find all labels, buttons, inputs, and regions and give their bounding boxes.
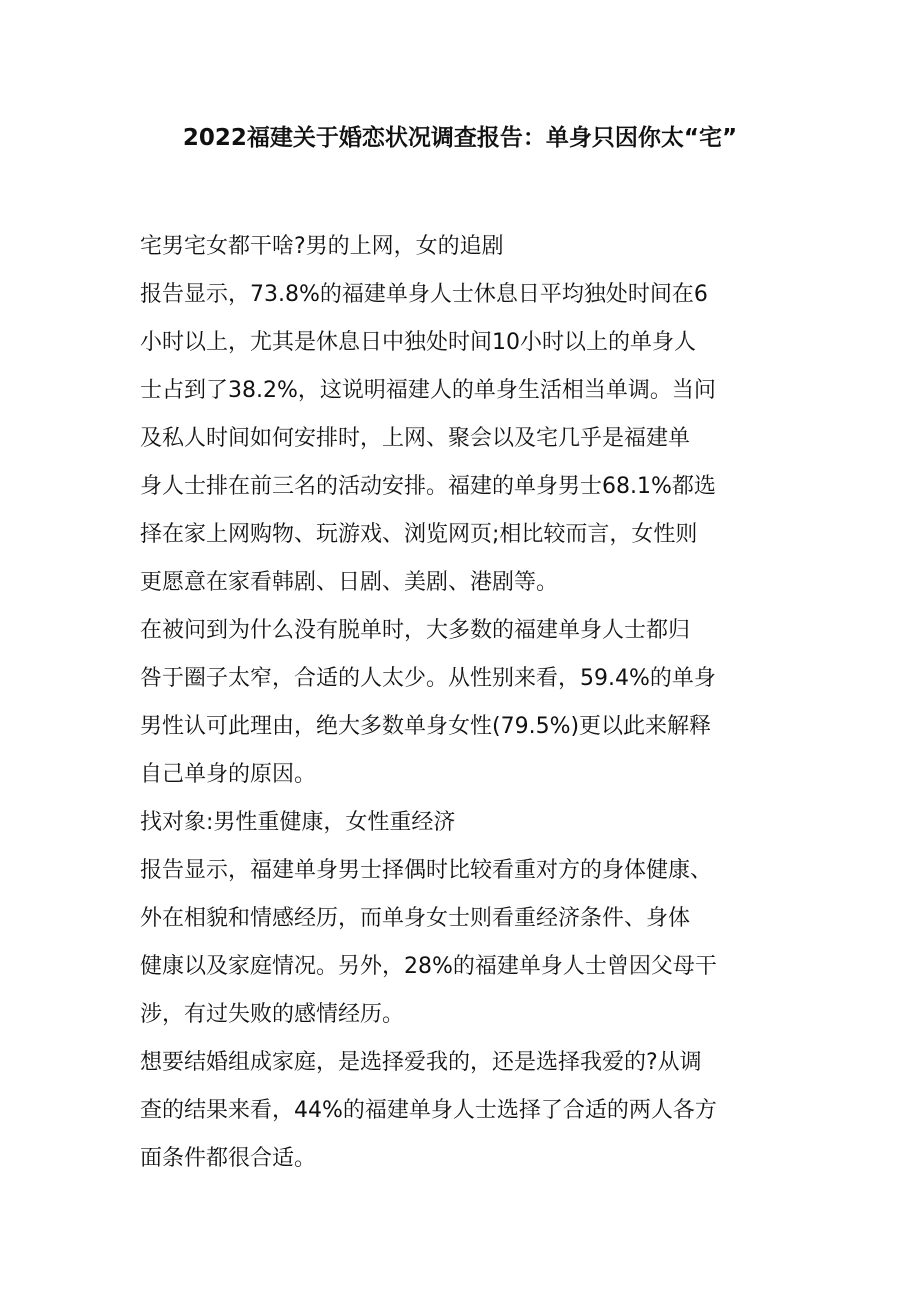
text-line: 小时以上，尤其是休息日中独处时间10小时以上的单身人 <box>140 330 696 355</box>
text-line: 咎于圈子太窄，合适的人太少。从性别来看，59.4%的单身 <box>140 666 716 691</box>
text-line: 报告显示，73.8%的福建单身人士休息日平均独处时间在6 <box>140 282 708 307</box>
document-title: 2022福建关于婚恋状况调查报告：单身只因你太“宅” <box>182 125 738 151</box>
text-line: 报告显示，福建单身男士择偶时比较看重对方的身体健康、 <box>140 858 713 883</box>
text-line: 宅男宅女都干啥?男的上网，女的追剧 <box>140 234 504 259</box>
document-body <box>140 223 780 1183</box>
text-line: 想要结婚组成家庭，是选择爱我的，还是选择我爱的?从调 <box>140 1050 702 1075</box>
text-line: 面条件都很合适。 <box>140 1146 317 1171</box>
text-line: 涉，有过失败的感情经历。 <box>140 1002 405 1027</box>
text-line: 在被问到为什么没有脱单时，大多数的福建单身人士都归 <box>140 618 691 643</box>
text-line: 查的结果来看，44%的福建单身人士选择了合适的两人各方 <box>140 1098 717 1123</box>
text-line: 更愿意在家看韩剧、日剧、美剧、港剧等。 <box>140 570 559 595</box>
text-line: 择在家上网购物、玩游戏、浏览网页;相比较而言，女性则 <box>140 522 698 547</box>
text-line: 外在相貌和情感经历，而单身女士则看重经济条件、身体 <box>140 906 691 931</box>
text-line: 健康以及家庭情况。另外，28%的福建单身人士曾因父母干 <box>140 954 717 979</box>
text-line: 士占到了38.2%，这说明福建人的单身生活相当单调。当问 <box>140 378 716 403</box>
text-line: 及私人时间如何安排时，上网、聚会以及宅几乎是福建单 <box>140 426 691 451</box>
text-line: 男性认可此理由，绝大多数单身女性(79.5%)更以此来解释 <box>140 714 712 739</box>
text-line: 自己单身的原因。 <box>140 762 317 787</box>
text-line: 找对象:男性重健康，女性重经济 <box>140 810 456 835</box>
text-line: 身人士排在前三名的活动安排。福建的单身男士68.1%都选 <box>140 474 716 499</box>
